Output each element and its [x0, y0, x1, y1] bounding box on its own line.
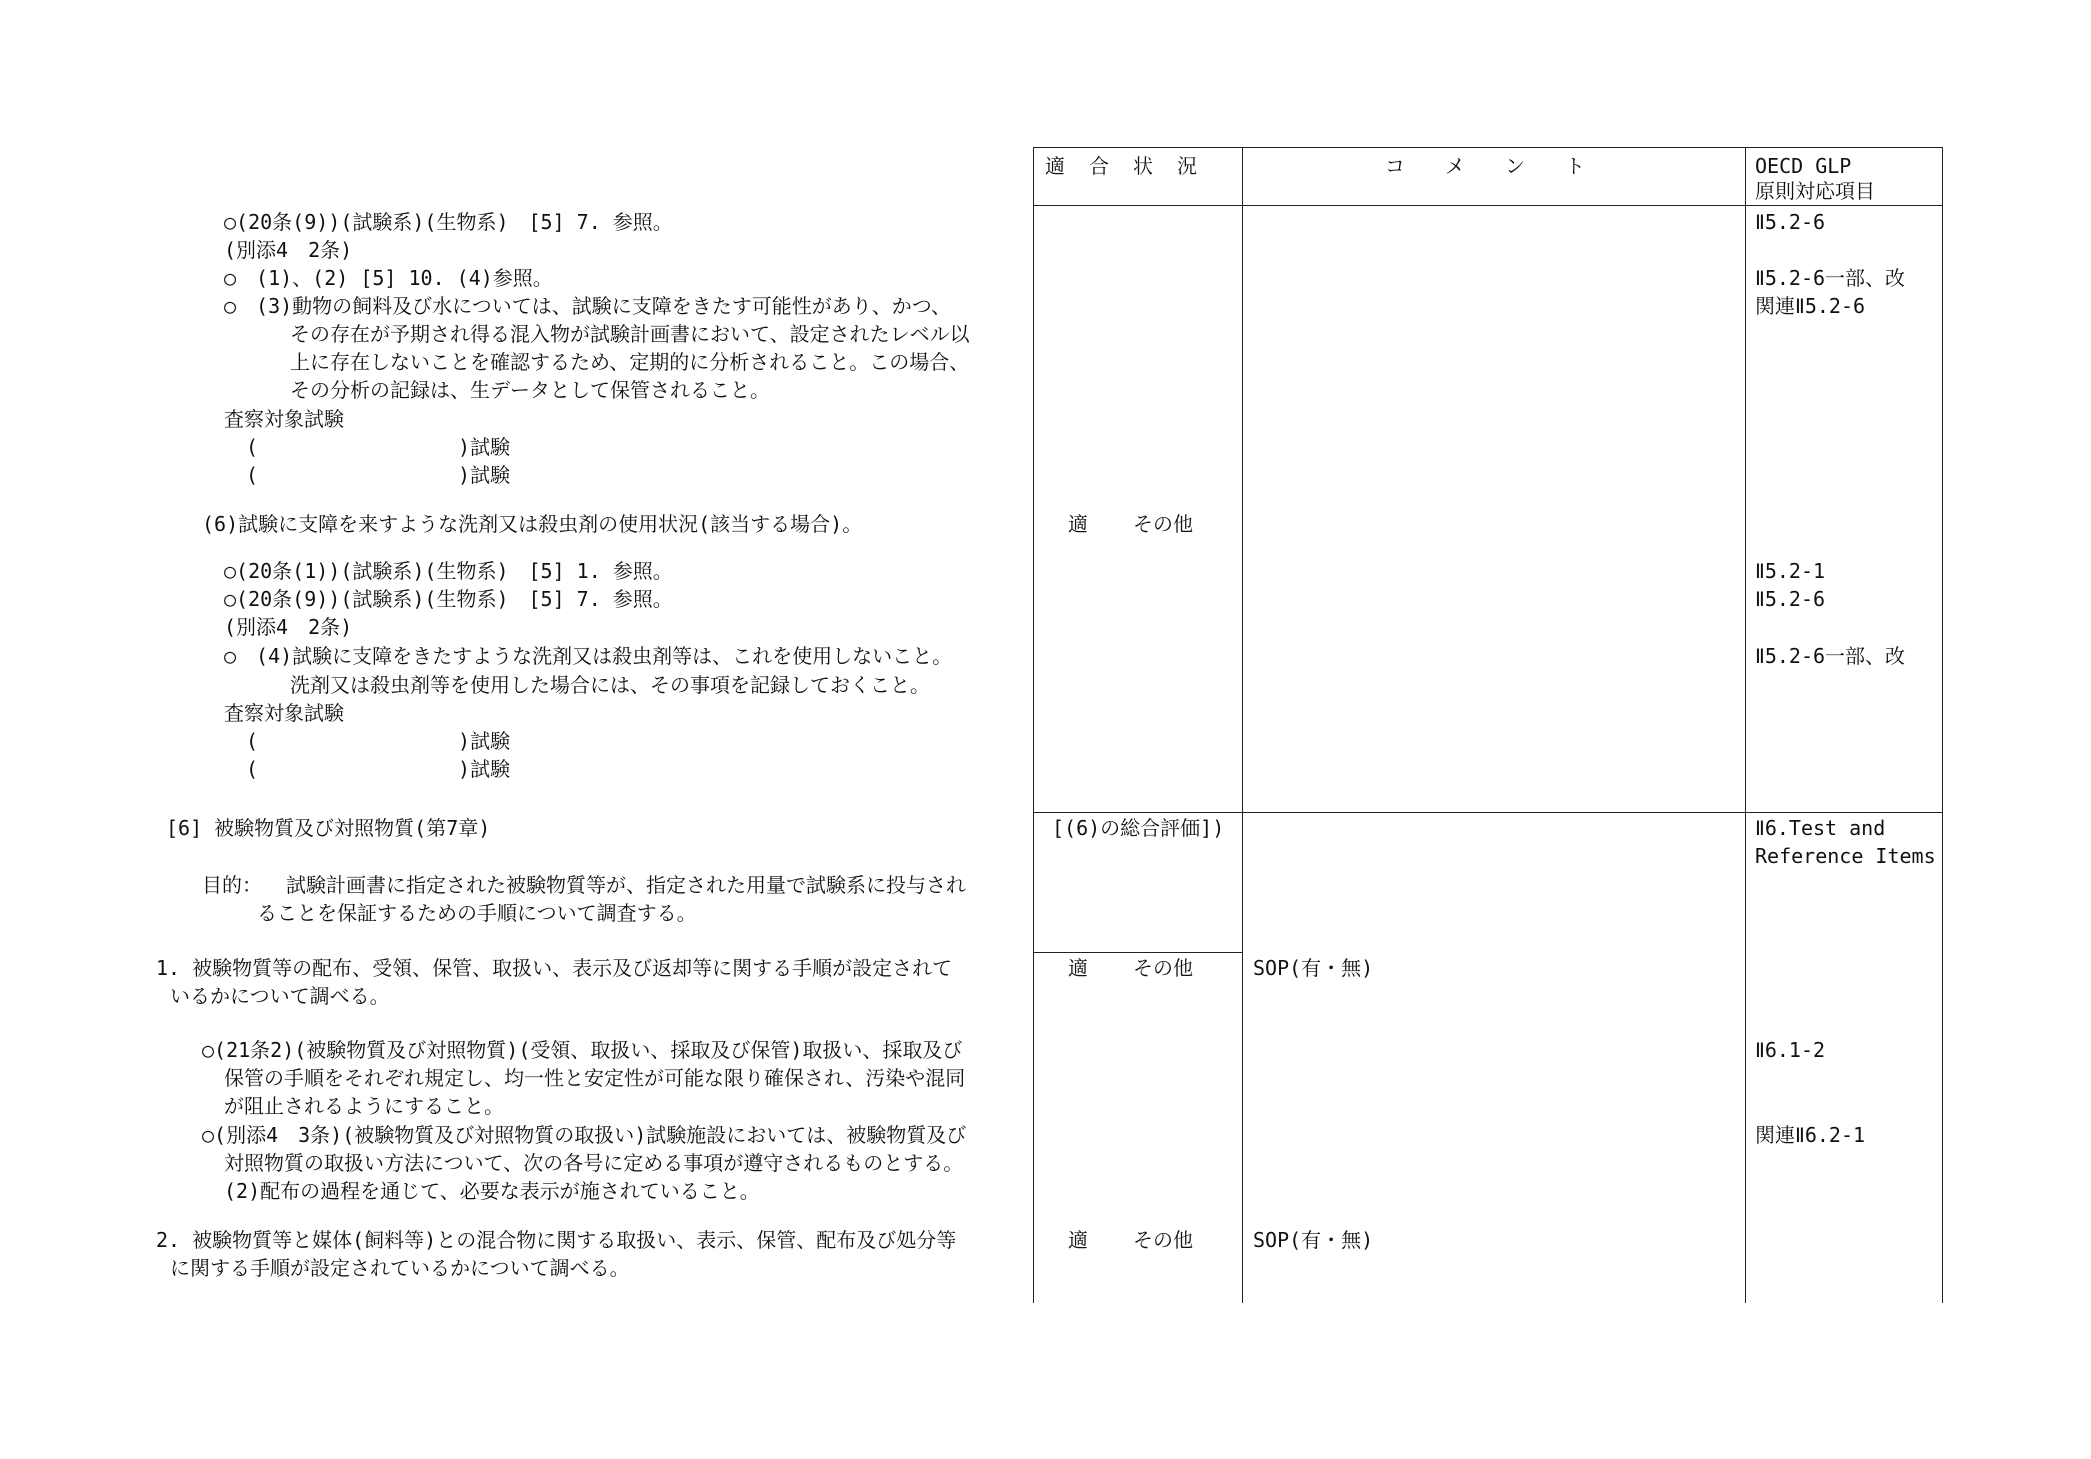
header-bottom-border	[1033, 205, 1943, 206]
b5-line-4: その存在が予期され得る混入物が試験計画書において、設定されたレベル以	[290, 322, 970, 346]
purpose-line-1: ることを保証するための手順について調査する。	[257, 901, 697, 925]
b6-oecd-2: Ⅱ5.2-6一部、改	[1755, 644, 1906, 668]
section-divider-status-oecd	[1033, 812, 1943, 813]
b5-line-7: 査察対象試験	[224, 407, 344, 431]
b6-oecd-0: Ⅱ5.2-1	[1755, 559, 1826, 583]
item1-status-conform: 適	[1068, 956, 1088, 980]
item1-sub-5: (2)配布の過程を通じて、必要な表示が施されていること。	[224, 1179, 760, 1203]
header-comment: コ メ ン ト	[1385, 154, 1585, 178]
section6-title: [6] 被験物質及び対照物質(第7章)	[166, 816, 491, 840]
item1-oecd-1: 関連Ⅱ6.2-1	[1755, 1123, 1866, 1147]
table-right-border	[1942, 147, 1943, 1303]
b5-line-1: (別添4 2条)	[224, 238, 353, 262]
b6-line-4: 洗剤又は殺虫剤等を使用した場合には、その事項を記録しておくこと。	[290, 673, 930, 697]
b5-oecd-2: 関連Ⅱ5.2-6	[1755, 294, 1866, 318]
b5-line-2: ○ (1)、(2) [5] 10. (4)参照。	[224, 266, 553, 290]
b6-line-7: ( )試験	[246, 757, 511, 781]
item1-sub-1: 保管の手順をそれぞれ規定し、均一性と安定性が可能な限り確保され、汚染や混同	[224, 1066, 966, 1090]
b6-line-0: ○(20条(1))(試験系)(生物系) [5] 1. 参照。	[224, 559, 673, 583]
header-oecd-1: OECD GLP	[1755, 154, 1852, 178]
b5-line-6: その分析の記録は、生データとして保管されること。	[290, 378, 770, 402]
item2-line-0: 2. 被験物質等と媒体(飼料等)との混合物に関する取扱い、表示、保管、配布及び処分等	[156, 1228, 957, 1252]
b5-oecd-1: Ⅱ5.2-6一部、改	[1755, 266, 1906, 290]
item1-sub-4: 対照物質の取扱い方法について、次の各号に定める事項が遵守されるものとする。	[224, 1151, 964, 1175]
b6-heading: (6)試験に支障を来すような洗剤又は殺虫剤の使用状況(該当する場合)。	[202, 512, 863, 536]
item2-status-other: その他	[1133, 1228, 1193, 1252]
status-comment-divider	[1242, 147, 1243, 1303]
b6-line-1: ○(20条(9))(試験系)(生物系) [5] 7. 参照。	[224, 587, 673, 611]
item1-sub-0: ○(21条2)(被験物質及び対照物質)(受領、取扱い、採取及び保管)取扱い、採取及び	[202, 1038, 963, 1062]
table-top-border	[1033, 147, 1943, 148]
section6-oecd-0: Ⅱ6.Test and	[1755, 816, 1886, 840]
b6-line-5: 査察対象試験	[224, 701, 344, 725]
item2-line-1: に関する手順が設定されているかについて調べる。	[170, 1256, 630, 1280]
b5-oecd-0: Ⅱ5.2-6	[1755, 210, 1826, 234]
item1-sub-3: ○(別添4 3条)(被験物質及び対照物質の取扱い)試験施設においては、被験物質及び	[202, 1123, 967, 1147]
header-status: 適 合 状 況	[1045, 154, 1199, 178]
header-oecd-2: 原則対応項目	[1755, 179, 1875, 203]
b6-status-conform: 適	[1068, 512, 1088, 536]
section6-oecd-1: Reference Items	[1755, 844, 1936, 868]
item1-status-other: その他	[1133, 956, 1193, 980]
b6-oecd-1: Ⅱ5.2-6	[1755, 587, 1826, 611]
item1-line-0: 1. 被験物質等の配布、受領、保管、取扱い、表示及び返却等に関する手順が設定されて	[156, 956, 953, 980]
b5-line-3: ○ (3)動物の飼料及び水については、試験に支障をきたす可能性があり、かつ、	[224, 294, 951, 318]
item1-comment: SOP(有・無)	[1253, 956, 1374, 980]
purpose-line-0: 試験計画書に指定された被験物質等が、指定された用量で試験系に投与され	[286, 873, 966, 897]
section6-overall: [(6)の総合評価])	[1052, 816, 1225, 840]
b5-line-5: 上に存在しないことを確認するため、定期的に分析されること。この場合、	[290, 350, 970, 374]
b6-line-6: ( )試験	[246, 729, 511, 753]
item1-line-1: いるかについて調べる。	[170, 984, 390, 1008]
item2-status-conform: 適	[1068, 1228, 1088, 1252]
purpose-label: 目的：	[202, 873, 262, 897]
b6-line-3: ○ (4)試験に支障をきたすような洗剤又は殺虫剤等は、これを使用しないこと。	[224, 644, 953, 668]
item2-comment: SOP(有・無)	[1253, 1228, 1374, 1252]
b5-line-0: ○(20条(9))(試験系)(生物系) [5] 7. 参照。	[224, 210, 673, 234]
b6-status-other: その他	[1133, 512, 1193, 536]
b5-line-9: ( )試験	[246, 463, 511, 487]
b6-line-2: (別添4 2条)	[224, 615, 353, 639]
overall-eval-divider	[1033, 952, 1243, 953]
item1-oecd-0: Ⅱ6.1-2	[1755, 1038, 1826, 1062]
table-left-border	[1033, 147, 1034, 1303]
comment-oecd-divider	[1745, 147, 1746, 1303]
item1-sub-2: が阻止されるようにすること。	[224, 1094, 504, 1118]
b5-line-8: ( )試験	[246, 435, 511, 459]
